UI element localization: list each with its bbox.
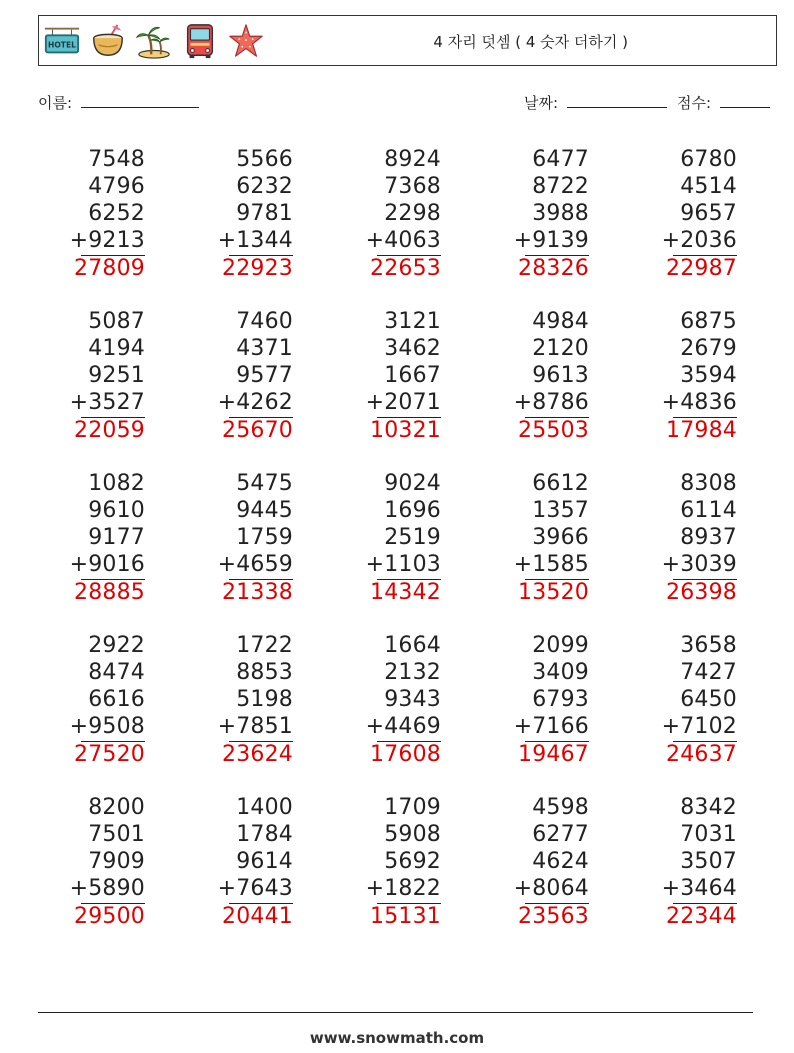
name-blank-line[interactable] (81, 93, 199, 108)
addend-with-plus: +9016 (69, 552, 145, 577)
addend: 8308 (680, 471, 737, 496)
addend: 9577 (236, 363, 293, 388)
addend: 4194 (88, 336, 145, 361)
answer: 10321 (370, 418, 441, 443)
addend: 1784 (236, 822, 293, 847)
answer: 22344 (666, 904, 737, 929)
addend: 9657 (680, 201, 737, 226)
addition-problem (441, 470, 589, 620)
addend: 7501 (88, 822, 145, 847)
addition-problem (145, 146, 293, 296)
addend: 3121 (384, 309, 441, 334)
addend: 6875 (680, 309, 737, 334)
addend: 2099 (532, 633, 589, 658)
addend: 2519 (384, 525, 441, 550)
answer: 23563 (518, 904, 589, 929)
date-label: 날짜: (524, 94, 559, 112)
addend: 1722 (236, 633, 293, 658)
answer: 14342 (370, 580, 441, 605)
addend: 7368 (384, 174, 441, 199)
worksheet-header (38, 15, 777, 66)
addend: 9251 (88, 363, 145, 388)
addend: 1664 (384, 633, 441, 658)
answer: 17608 (370, 742, 441, 767)
addend: 9610 (88, 498, 145, 523)
addend: 5566 (236, 147, 293, 172)
addend: 6277 (532, 822, 589, 847)
score-field (677, 92, 770, 113)
addend: 8924 (384, 147, 441, 172)
addition-problem (0, 632, 145, 782)
addend: 6616 (88, 687, 145, 712)
addition-problem (145, 308, 293, 458)
answer: 20441 (222, 904, 293, 929)
addend: 3462 (384, 336, 441, 361)
answer: 26398 (666, 580, 737, 605)
addend: 8474 (88, 660, 145, 685)
addend: 5908 (384, 822, 441, 847)
addition-problem (145, 632, 293, 782)
addend: 2298 (384, 201, 441, 226)
addend-with-plus: +8786 (513, 390, 589, 415)
addend-with-plus: +1585 (513, 552, 589, 577)
addend: 6612 (532, 471, 589, 496)
addend-with-plus: +5890 (69, 876, 145, 901)
answer: 22923 (222, 256, 293, 281)
addition-problem (441, 794, 589, 944)
addend: 6780 (680, 147, 737, 172)
addend: 9024 (384, 471, 441, 496)
addition-problem (145, 470, 293, 620)
answer: 24637 (666, 742, 737, 767)
addend: 6232 (236, 174, 293, 199)
addend-with-plus: +3464 (661, 876, 737, 901)
addend: 1696 (384, 498, 441, 523)
addend: 9781 (236, 201, 293, 226)
addend-with-plus: +7102 (661, 714, 737, 739)
addend: 3409 (532, 660, 589, 685)
addend: 5198 (236, 687, 293, 712)
answer: 13520 (518, 580, 589, 605)
addend-with-plus: +4659 (217, 552, 293, 577)
addend: 9613 (532, 363, 589, 388)
addition-problem (441, 146, 589, 296)
addend: 5692 (384, 849, 441, 874)
addend: 8853 (236, 660, 293, 685)
addend: 7548 (88, 147, 145, 172)
date-blank-line[interactable] (567, 93, 667, 108)
addend-with-plus: +7851 (217, 714, 293, 739)
addition-problem (589, 146, 737, 296)
addend: 1759 (236, 525, 293, 550)
addition-problem (0, 308, 145, 458)
addition-problem (441, 308, 589, 458)
addend: 7427 (680, 660, 737, 685)
addend: 1357 (532, 498, 589, 523)
addend-with-plus: +1103 (365, 552, 441, 577)
worksheet-title: 4 자리 덧셈 ( 4 숫자 더하기 ) (433, 33, 628, 51)
addition-problem (145, 794, 293, 944)
svg-text:HOTEL: HOTEL (47, 40, 77, 50)
addend: 4371 (236, 336, 293, 361)
addend: 8722 (532, 174, 589, 199)
addend: 3594 (680, 363, 737, 388)
addition-problem (293, 794, 441, 944)
addend-with-plus: +1822 (365, 876, 441, 901)
addend: 7909 (88, 849, 145, 874)
addend: 6793 (532, 687, 589, 712)
addend: 4514 (680, 174, 737, 199)
addend-with-plus: +7643 (217, 876, 293, 901)
answer: 22987 (666, 256, 737, 281)
addend-with-plus: +3039 (661, 552, 737, 577)
addition-problem (0, 794, 145, 944)
addend-with-plus: +2036 (661, 228, 737, 253)
addend: 6114 (680, 498, 737, 523)
answer: 17984 (666, 418, 737, 443)
addend: 3658 (680, 633, 737, 658)
addend: 9177 (88, 525, 145, 550)
addend-with-plus: +9508 (69, 714, 145, 739)
score-blank-line[interactable] (720, 93, 770, 108)
answer: 25503 (518, 418, 589, 443)
addend-with-plus: +9139 (513, 228, 589, 253)
addend: 1400 (236, 795, 293, 820)
addend: 4598 (532, 795, 589, 820)
addend-with-plus: +4262 (217, 390, 293, 415)
addend-with-plus: +3527 (69, 390, 145, 415)
addend: 1667 (384, 363, 441, 388)
answer: 22653 (370, 256, 441, 281)
addend: 2922 (88, 633, 145, 658)
addition-problem (441, 632, 589, 782)
addend: 9343 (384, 687, 441, 712)
addend: 1709 (384, 795, 441, 820)
addend: 3988 (532, 201, 589, 226)
addend-with-plus: +2071 (365, 390, 441, 415)
addend-with-plus: +4836 (661, 390, 737, 415)
addition-problem (589, 794, 737, 944)
addition-problem (293, 146, 441, 296)
addend: 7031 (680, 822, 737, 847)
addend: 1082 (88, 471, 145, 496)
addend: 4624 (532, 849, 589, 874)
addend: 6477 (532, 147, 589, 172)
addend: 4796 (88, 174, 145, 199)
addend: 5087 (88, 309, 145, 334)
answer: 27809 (74, 256, 145, 281)
addend: 2132 (384, 660, 441, 685)
answer: 28885 (74, 580, 145, 605)
addend: 9614 (236, 849, 293, 874)
addend-with-plus: +7166 (513, 714, 589, 739)
addend: 3507 (680, 849, 737, 874)
addition-problem (293, 632, 441, 782)
addend: 6450 (680, 687, 737, 712)
addend: 6252 (88, 201, 145, 226)
addend: 4984 (532, 309, 589, 334)
answer: 27520 (74, 742, 145, 767)
addend-with-plus: +8064 (513, 876, 589, 901)
name-label: 이름: (38, 94, 73, 112)
answer: 23624 (222, 742, 293, 767)
addend: 8200 (88, 795, 145, 820)
answer: 22059 (74, 418, 145, 443)
addition-problem (0, 470, 145, 620)
addend: 8342 (680, 795, 737, 820)
addition-problem (589, 470, 737, 620)
addend: 2679 (680, 336, 737, 361)
answer: 19467 (518, 742, 589, 767)
answer: 28326 (518, 256, 589, 281)
addition-problem (293, 308, 441, 458)
answer: 29500 (74, 904, 145, 929)
addend-with-plus: +4063 (365, 228, 441, 253)
answer: 15131 (370, 904, 441, 929)
addend-with-plus: +1344 (217, 228, 293, 253)
date-field (524, 92, 667, 113)
score-label: 점수: (677, 94, 712, 112)
addend-with-plus: +9213 (69, 228, 145, 253)
addition-problem (589, 308, 737, 458)
addition-problem (589, 632, 737, 782)
addend-with-plus: +4469 (365, 714, 441, 739)
addend: 5475 (236, 471, 293, 496)
footer-site: www.snowmath.com (309, 1029, 485, 1047)
name-field (38, 92, 199, 113)
answer: 25670 (222, 418, 293, 443)
addend: 7460 (236, 309, 293, 334)
addend: 2120 (532, 336, 589, 361)
addend: 9445 (236, 498, 293, 523)
addition-problem (0, 146, 145, 296)
addend: 8937 (680, 525, 737, 550)
answer: 21338 (222, 580, 293, 605)
addition-problem (293, 470, 441, 620)
addend: 3966 (532, 525, 589, 550)
footer-divider (38, 1012, 753, 1013)
